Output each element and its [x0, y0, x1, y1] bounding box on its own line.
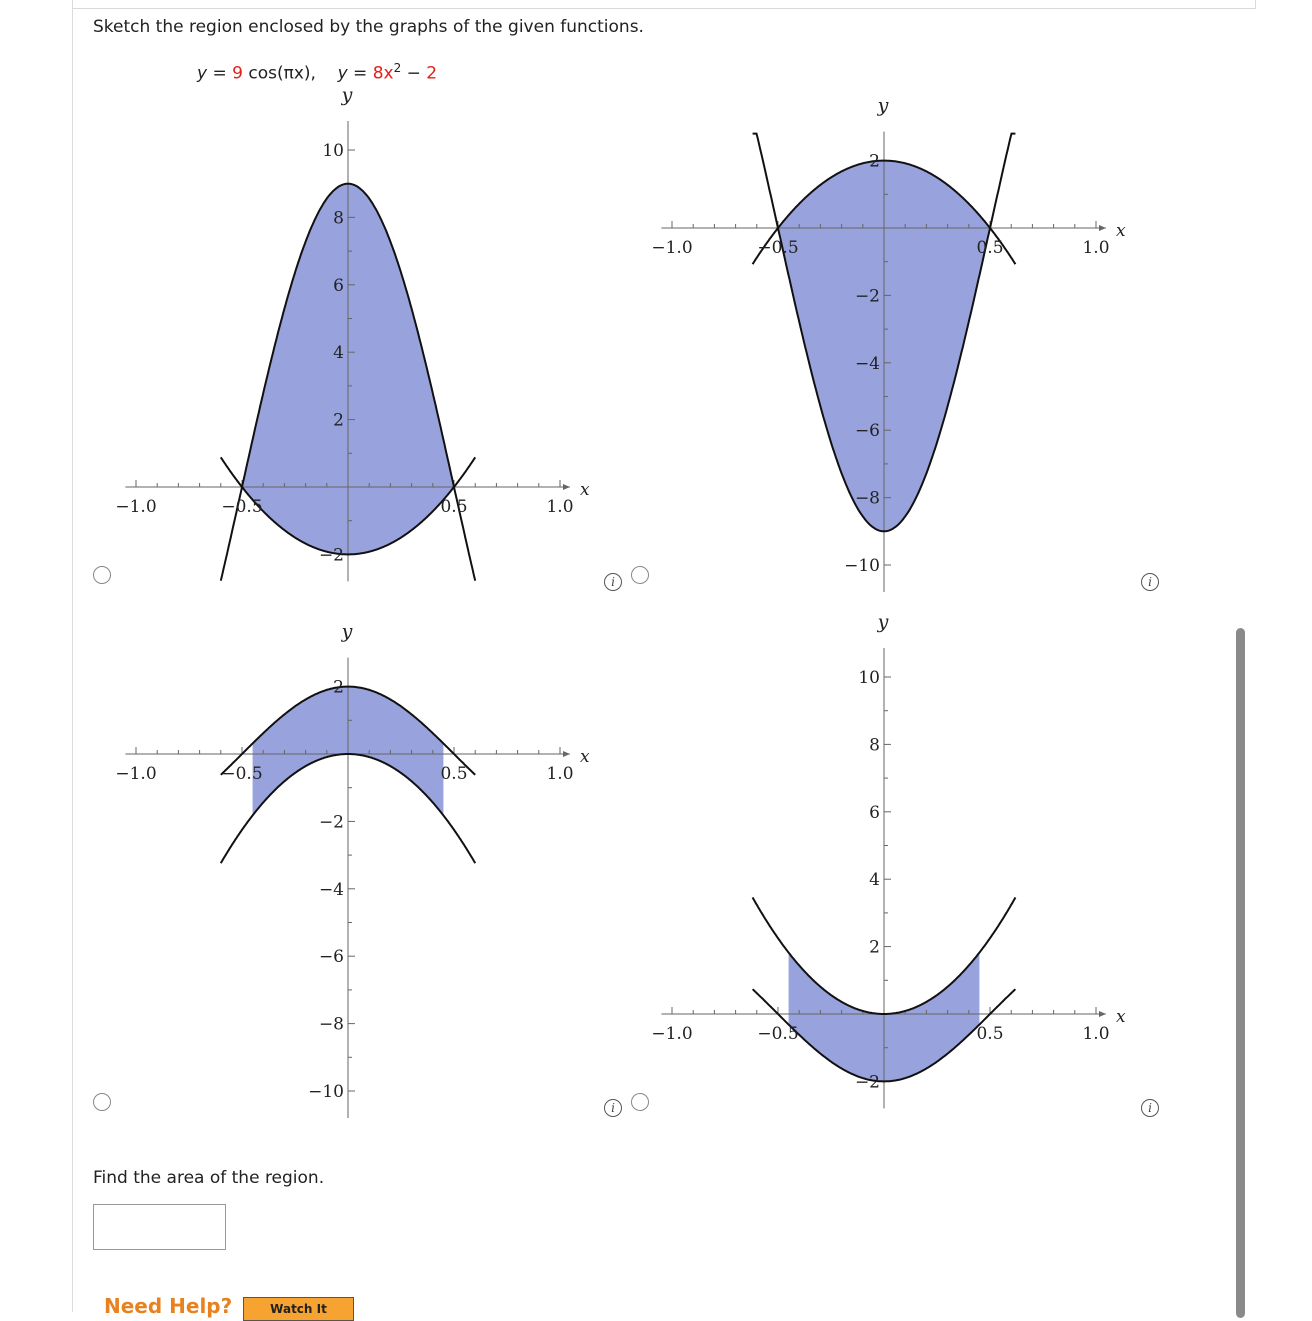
f2-constant: 2 [426, 63, 438, 84]
y-tick-label: −2 [854, 286, 880, 307]
y-tick-label: −2 [318, 545, 344, 566]
y-tick-label: 6 [869, 802, 880, 823]
x-tick-label: −1.0 [651, 1024, 693, 1044]
f2-operator: − [401, 63, 427, 84]
x-tick-label: −1.0 [115, 497, 157, 517]
info-icon[interactable]: i [604, 1099, 622, 1117]
x-axis-arrow [563, 751, 570, 757]
y-tick-label: 2 [333, 677, 344, 698]
y-tick-label: −10 [844, 556, 880, 576]
y-tick-label: 2 [333, 410, 344, 431]
need-help-label: Need Help? [104, 1294, 233, 1318]
x-tick-label: 1.0 [1082, 238, 1110, 258]
x-tick-label: 1.0 [1082, 1024, 1110, 1044]
f1-rest: cos(πx), [242, 63, 316, 84]
y-axis-label: y [341, 84, 353, 107]
x-axis-label: x [1116, 221, 1126, 241]
graph-c [115, 621, 590, 1118]
f2-exponent: 2 [393, 61, 402, 75]
y-tick-label: 10 [858, 668, 880, 688]
f1-lhs: y = [197, 63, 233, 84]
graph-b [651, 95, 1126, 592]
y-tick-label: 2 [869, 151, 880, 172]
y-tick-label: 8 [333, 208, 344, 229]
x-axis-arrow [1099, 225, 1106, 231]
x-tick-label: −1.0 [115, 764, 157, 784]
y-tick-label: −8 [854, 488, 880, 509]
x-axis-arrow [1099, 1011, 1106, 1017]
x-tick-label: 0.5 [440, 764, 468, 784]
y-tick-label: −8 [318, 1014, 344, 1035]
x-tick-label: −0.5 [221, 764, 263, 784]
scrollbar-thumb[interactable] [1236, 628, 1245, 1318]
x-axis-label: x [580, 480, 590, 500]
y-tick-label: 10 [322, 141, 344, 161]
y-tick-label: −2 [854, 1072, 880, 1093]
y-tick-label: 8 [869, 735, 880, 756]
y-tick-label: −4 [854, 353, 880, 374]
y-tick-label: −2 [318, 812, 344, 833]
option-radio-d[interactable] [631, 1093, 649, 1111]
watch-it-button[interactable]: Watch It [243, 1297, 354, 1321]
graph-a [115, 84, 590, 581]
y-tick-label: 4 [333, 343, 344, 364]
option-radio-c[interactable] [93, 1093, 111, 1111]
x-tick-label: −0.5 [221, 497, 263, 517]
info-icon[interactable]: i [604, 573, 622, 591]
area-answer-input[interactable] [93, 1204, 226, 1250]
option-radio-a[interactable] [93, 566, 111, 584]
f1-coefficient: 9 [232, 63, 243, 84]
x-tick-label: 0.5 [976, 238, 1004, 258]
x-tick-label: −1.0 [651, 238, 693, 258]
x-axis-label: x [1116, 1007, 1126, 1027]
x-tick-label: −0.5 [757, 238, 799, 258]
question-prompt: Sketch the region enclosed by the graphs of the given functions. [93, 17, 644, 37]
y-axis-label: y [877, 611, 889, 634]
x-tick-label: −0.5 [757, 1024, 799, 1044]
find-area-prompt: Find the area of the region. [93, 1168, 325, 1188]
y-tick-label: −6 [854, 421, 880, 442]
x-tick-label: 0.5 [440, 497, 468, 517]
x-tick-label: 1.0 [546, 497, 574, 517]
y-axis-label: y [341, 620, 353, 643]
y-tick-label: 4 [869, 870, 880, 891]
y-tick-label: 6 [333, 275, 344, 296]
f2-lhs: y = [337, 63, 373, 84]
x-axis-label: x [580, 747, 590, 767]
y-tick-label: 2 [869, 937, 880, 958]
info-icon[interactable]: i [1141, 1099, 1159, 1117]
x-axis-arrow [563, 484, 570, 490]
info-icon[interactable]: i [1141, 573, 1159, 591]
graph-d [651, 611, 1126, 1108]
y-tick-label: −4 [318, 879, 344, 900]
f2-coefficient: 8x [372, 63, 394, 84]
x-tick-label: 1.0 [546, 764, 574, 784]
y-tick-label: −10 [308, 1082, 344, 1102]
y-axis-label: y [877, 94, 889, 117]
y-tick-label: −6 [318, 947, 344, 968]
x-tick-label: 0.5 [976, 1024, 1004, 1044]
option-radio-b[interactable] [631, 566, 649, 584]
